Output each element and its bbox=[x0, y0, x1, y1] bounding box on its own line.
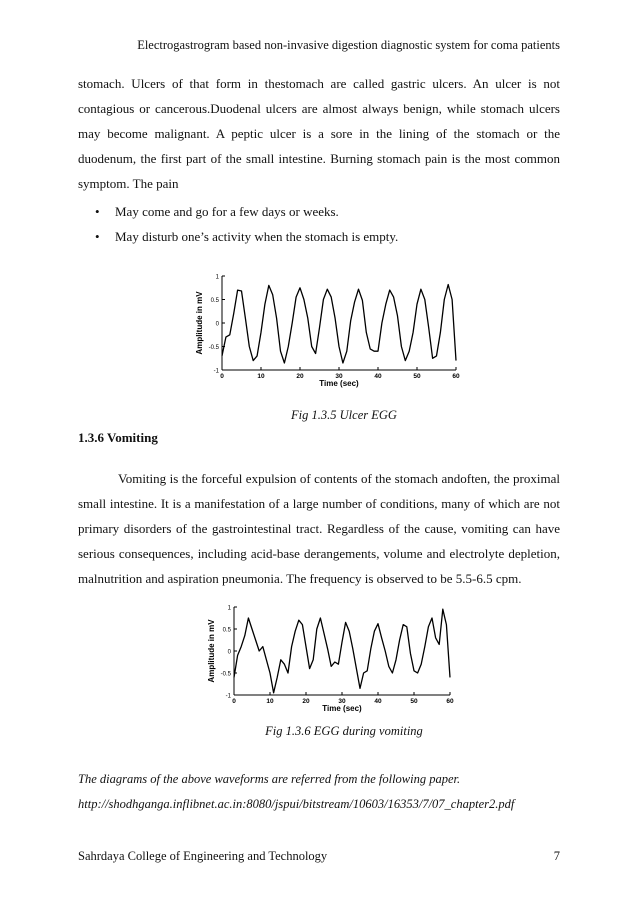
figure2-caption: Fig 1.3.6 EGG during vomiting bbox=[265, 724, 423, 738]
x-tick-label: 40 bbox=[374, 373, 382, 380]
y-tick-label: -0.5 bbox=[220, 671, 231, 678]
y-tick-label: 0 bbox=[227, 649, 231, 656]
reference-url[interactable]: http://shodhganga.inflibnet.ac.in:8080/jspui/bitstream/10603/16353/7/07_chapter2.pdf bbox=[78, 797, 515, 811]
bullet-text: May come and go for a few days or weeks. bbox=[115, 204, 339, 219]
x-tick-label: 10 bbox=[266, 698, 274, 705]
x-tick-label: 50 bbox=[410, 698, 418, 705]
bullet-dot-icon: • bbox=[95, 229, 100, 244]
x-tick-label: 30 bbox=[335, 373, 343, 380]
x-tick-label: 10 bbox=[257, 373, 265, 380]
bullet-dot-icon: • bbox=[95, 204, 100, 219]
x-tick-label: 40 bbox=[374, 698, 382, 705]
bullet-text: May disturb one’s activity when the stomach is empty. bbox=[115, 229, 399, 244]
y-axis-label: Amplitude in mV bbox=[195, 291, 204, 355]
y-tick-label: -1 bbox=[213, 368, 219, 375]
y-tick-label: 0 bbox=[215, 321, 219, 328]
y-tick-label: -0.5 bbox=[208, 345, 219, 351]
egg-waveform-series bbox=[234, 609, 450, 693]
y-tick-label: -1 bbox=[225, 693, 231, 700]
x-tick-label: 50 bbox=[413, 373, 421, 380]
x-tick-label: 20 bbox=[302, 698, 310, 705]
x-tick-label: 60 bbox=[452, 373, 460, 380]
y-tick-label: 0.5 bbox=[222, 627, 231, 634]
footer-institution: Sahrdaya College of Engineering and Technology bbox=[78, 849, 328, 863]
ulcer-egg-chart bbox=[190, 270, 470, 390]
y-tick-label: 1 bbox=[227, 605, 231, 612]
y-axis-label: Amplitude in mV bbox=[207, 619, 216, 683]
reference-note: The diagrams of the above waveforms are referred from the following paper. bbox=[78, 772, 461, 786]
intro-paragraph: stomach. Ulcers of that form in thestomach are called gastric ulcers. An ulcer is not contagious or cancerous.Duodenal ulcers are almost always benign, while stomach ulcers may become malignant. A peptic ulcer is a sore in the lining of the stomach or the duodenum, the first part of the small intestine. Burning stomach pain is the most common symptom. The pain bbox=[78, 76, 560, 191]
x-axis-label: Time (sec) bbox=[322, 704, 362, 713]
page-header: Electrogastrogram based non-invasive digestion diagnostic system for coma patients bbox=[137, 38, 560, 52]
y-tick-label: 1 bbox=[215, 274, 219, 281]
x-tick-label: 30 bbox=[338, 698, 346, 705]
x-tick-label: 60 bbox=[446, 698, 454, 705]
figure1-caption: Fig 1.3.5 Ulcer EGG bbox=[291, 408, 397, 422]
x-axis-label: Time (sec) bbox=[319, 379, 359, 388]
y-tick-label: 0.5 bbox=[210, 298, 219, 304]
egg-waveform-series bbox=[222, 285, 456, 364]
bullet-item bbox=[95, 204, 339, 220]
footer-page-number: 7 bbox=[553, 849, 560, 863]
section-heading: 1.3.6 Vomiting bbox=[78, 430, 158, 445]
x-tick-label: 0 bbox=[232, 698, 236, 705]
bullet-item bbox=[95, 229, 398, 245]
vomiting-paragraph: Vomiting is the forceful expulsion of contents of the stomach andoften, the proximal small intestine. It is a manifestation of a large number of conditions, many of which are not primary disorders of the gastrointestinal tract. Regardless of the cause, vomiting can have serious consequences, including acid-base derangements, volume and electrolyte depletion, malnutrition and aspiration pneumonia. The frequency is observed to be 5.5-6.5 cpm. bbox=[78, 471, 560, 586]
x-tick-label: 0 bbox=[220, 373, 224, 380]
x-tick-label: 20 bbox=[296, 373, 304, 380]
vomiting-egg-chart bbox=[208, 603, 470, 715]
